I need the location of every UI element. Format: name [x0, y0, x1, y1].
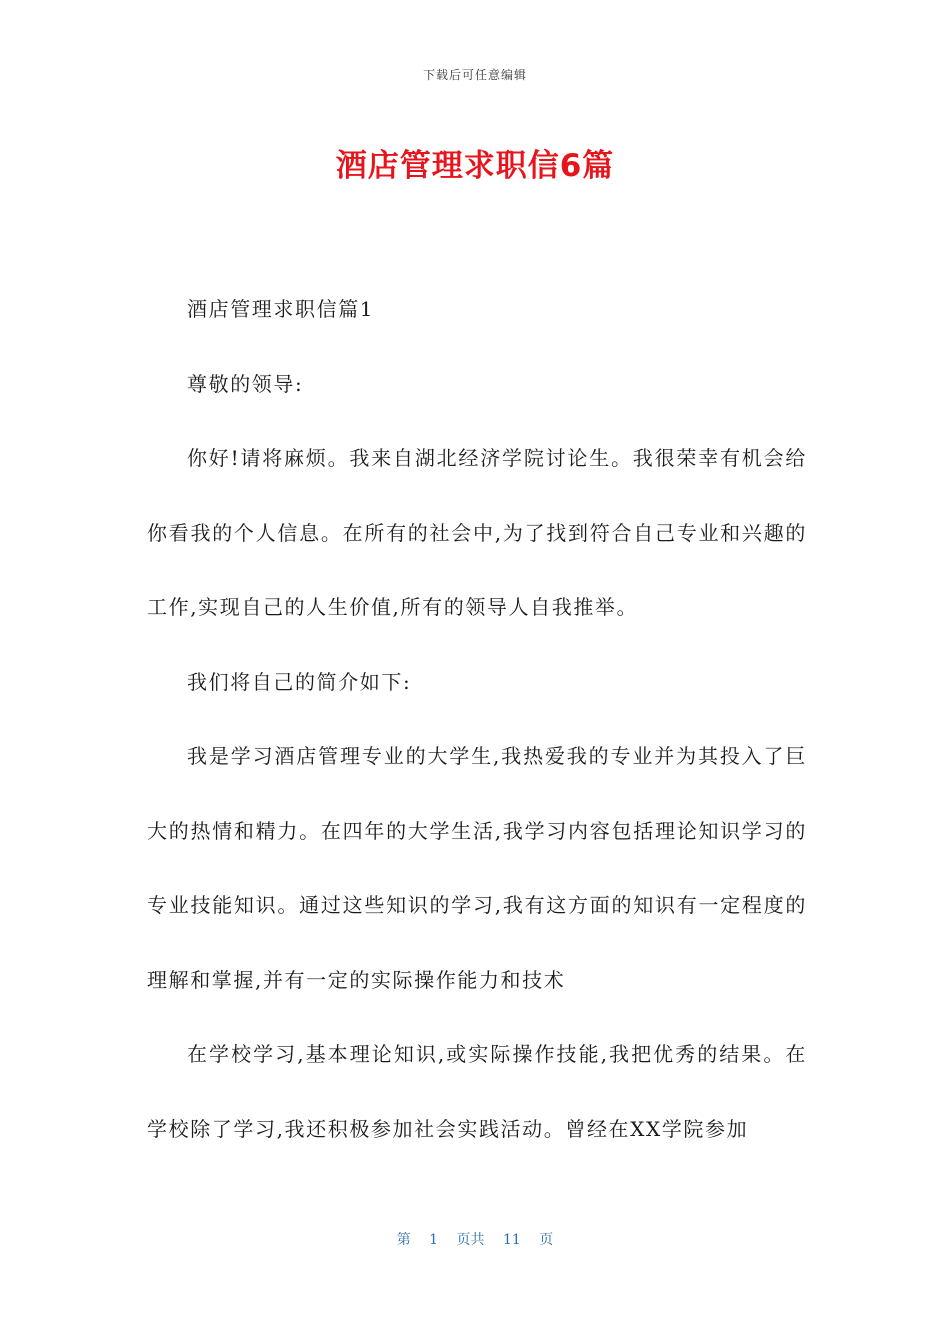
- document-title: 酒店管理求职信6篇: [335, 148, 615, 184]
- document-body: [147, 272, 807, 1166]
- footer-page-number: 1: [429, 1232, 439, 1248]
- footer-suffix: 页: [539, 1232, 554, 1248]
- body-paragraph: 在学校学习,基本理论知识,或实际操作技能,我把优秀的结果。在学校除了学习,我还积极参加社会实践活动。曾经在XX学院参加: [147, 1042, 807, 1141]
- body-paragraph: 我们将自己的简介如下:: [187, 669, 412, 694]
- header-note: 下载后可任意编辑: [422, 68, 527, 82]
- body-paragraph: 你好!请将麻烦。我来自湖北经济学院讨论生。我很荣幸有机会给你看我的个人信息。在所有的社会中,为了找到符合自己专业和兴趣的工作,实现自己的人生价值,所有的领导人自我推举。: [147, 446, 807, 619]
- section-heading: 酒店管理求职信篇1: [187, 297, 375, 321]
- footer-total-pages: 11: [503, 1232, 521, 1248]
- footer-prefix: 第: [396, 1232, 411, 1248]
- page-footer: [0, 1229, 950, 1249]
- salutation: 尊敬的领导:: [187, 371, 304, 396]
- footer-middle: 页共: [456, 1232, 485, 1248]
- body-paragraph: 我是学习酒店管理专业的大学生,我热爱我的专业并为其投入了巨大的热情和精力。在四年的大学生活,我学习内容包括理论知识学习的专业技能知识。通过这些知识的学习,我有这方面的知识有一定程度的理解和掌握,并有一定的实际操作能力和技术: [147, 744, 807, 992]
